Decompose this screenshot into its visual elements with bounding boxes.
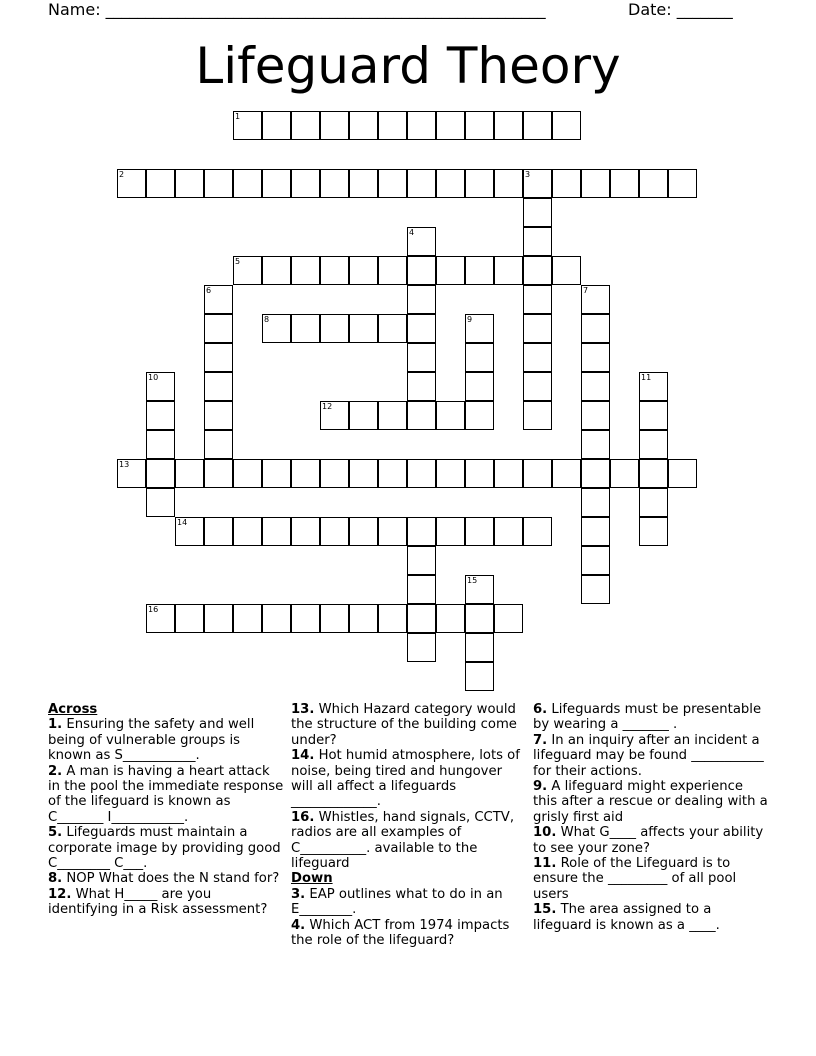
grid-cell[interactable] xyxy=(494,517,523,546)
grid-cell[interactable] xyxy=(204,401,233,430)
grid-cell[interactable] xyxy=(523,285,552,314)
clue-text: Which ACT from 1974 impacts the role of the lifeguard? xyxy=(291,917,510,949)
grid-cell[interactable] xyxy=(233,604,262,633)
grid-cell[interactable] xyxy=(146,372,175,401)
grid-cell[interactable] xyxy=(436,459,465,488)
clue-number-label: 16 xyxy=(148,605,159,614)
grid-cell[interactable] xyxy=(349,401,378,430)
grid-cell[interactable] xyxy=(175,604,204,633)
grid-cell[interactable] xyxy=(407,459,436,488)
clue-number-label: 13 xyxy=(119,460,130,469)
grid-cell[interactable] xyxy=(378,169,407,198)
clue-number: 8. xyxy=(48,871,63,887)
grid-cell[interactable] xyxy=(146,604,175,633)
clue-number: 3. xyxy=(291,886,306,902)
grid-cell[interactable] xyxy=(146,488,175,517)
grid-cell[interactable] xyxy=(465,662,494,691)
grid-cell[interactable] xyxy=(175,169,204,198)
clue-number-label: 7 xyxy=(583,286,589,295)
grid-cell[interactable] xyxy=(407,575,436,604)
grid-cell[interactable] xyxy=(552,256,581,285)
grid-cell[interactable] xyxy=(349,604,378,633)
grid-cell[interactable] xyxy=(552,111,581,140)
clue-number: 6. xyxy=(533,702,548,717)
grid-cell[interactable] xyxy=(465,604,494,633)
grid-cell[interactable] xyxy=(378,111,407,140)
grid-cell[interactable] xyxy=(581,343,610,372)
grid-cell[interactable] xyxy=(291,517,320,546)
grid-cell[interactable] xyxy=(262,459,291,488)
grid-cell[interactable] xyxy=(146,169,175,198)
grid-cell[interactable] xyxy=(436,111,465,140)
grid-cell[interactable] xyxy=(494,459,523,488)
clue-text: A man is having a heart attack in the pool the immediate response of the lifeguard is known as C_______ I___________. xyxy=(48,763,284,825)
grid-cell[interactable] xyxy=(117,169,146,198)
clue-number: 9. xyxy=(533,779,548,795)
clue-item xyxy=(533,902,769,933)
grid-cell[interactable] xyxy=(349,256,378,285)
clue-text: Hot humid atmosphere, lots of noise, being tired and hungover will all affect a lifeguards _____________. xyxy=(291,748,520,810)
grid-cell[interactable] xyxy=(175,459,204,488)
grid-cell[interactable] xyxy=(436,401,465,430)
clue-item xyxy=(48,887,284,918)
grid-cell[interactable] xyxy=(407,169,436,198)
clue-item xyxy=(291,810,527,872)
grid-cell[interactable] xyxy=(349,169,378,198)
grid-cell[interactable] xyxy=(233,517,262,546)
clue-item xyxy=(48,764,284,826)
grid-cell[interactable] xyxy=(204,343,233,372)
grid-cell[interactable] xyxy=(378,459,407,488)
grid-cell[interactable] xyxy=(407,343,436,372)
grid-cell[interactable] xyxy=(581,430,610,459)
grid-cell[interactable] xyxy=(175,517,204,546)
clue-number-label: 1 xyxy=(235,112,241,121)
grid-cell[interactable] xyxy=(291,256,320,285)
grid-cell[interactable] xyxy=(581,372,610,401)
grid-cell[interactable] xyxy=(465,633,494,662)
clue-number-label: 14 xyxy=(177,518,188,527)
grid-cell[interactable] xyxy=(523,256,552,285)
grid-cell[interactable] xyxy=(320,459,349,488)
grid-cell[interactable] xyxy=(407,227,436,256)
grid-cell[interactable] xyxy=(117,459,146,488)
clue-number: 12. xyxy=(48,886,72,902)
clue-item xyxy=(533,733,769,779)
grid-cell[interactable] xyxy=(262,517,291,546)
grid-cell[interactable] xyxy=(349,314,378,343)
clue-number: 2. xyxy=(48,763,63,779)
grid-cell[interactable] xyxy=(378,401,407,430)
clue-number-label: 10 xyxy=(148,373,159,382)
grid-cell[interactable] xyxy=(378,517,407,546)
grid-cell[interactable] xyxy=(146,430,175,459)
grid-cell[interactable] xyxy=(523,517,552,546)
grid-cell[interactable] xyxy=(494,169,523,198)
grid-cell[interactable] xyxy=(465,314,494,343)
grid-cell[interactable] xyxy=(320,111,349,140)
grid-cell[interactable] xyxy=(465,169,494,198)
grid-cell[interactable] xyxy=(436,169,465,198)
grid-cell[interactable] xyxy=(581,285,610,314)
clue-number: 7. xyxy=(533,732,548,748)
grid-cell[interactable] xyxy=(262,169,291,198)
clues-column-3 xyxy=(533,702,769,933)
grid-cell[interactable] xyxy=(581,517,610,546)
grid-cell[interactable] xyxy=(523,401,552,430)
grid-cell[interactable] xyxy=(349,459,378,488)
grid-cell[interactable] xyxy=(320,604,349,633)
clue-number-label: 11 xyxy=(641,373,652,382)
across-heading: Across xyxy=(48,702,98,717)
grid-cell[interactable] xyxy=(552,169,581,198)
grid-cell[interactable] xyxy=(407,517,436,546)
grid-cell[interactable] xyxy=(465,575,494,604)
clue-number-label: 3 xyxy=(525,170,531,179)
grid-cell[interactable] xyxy=(436,604,465,633)
grid-cell[interactable] xyxy=(349,111,378,140)
clue-number: 1. xyxy=(48,717,63,733)
grid-cell[interactable] xyxy=(233,256,262,285)
clues-column-1 xyxy=(48,702,284,918)
grid-cell[interactable] xyxy=(639,488,668,517)
grid-cell[interactable] xyxy=(581,546,610,575)
grid-cell[interactable] xyxy=(407,256,436,285)
clue-item xyxy=(291,918,527,949)
grid-cell[interactable] xyxy=(349,517,378,546)
grid-cell[interactable] xyxy=(552,459,581,488)
grid-cell[interactable] xyxy=(204,517,233,546)
grid-cell[interactable] xyxy=(465,459,494,488)
grid-cell[interactable] xyxy=(494,111,523,140)
clue-number: 5. xyxy=(48,825,63,841)
clue-number: 11. xyxy=(533,856,557,872)
clue-text: EAP outlines what to do in an E________. xyxy=(291,886,503,918)
clue-text: Lifeguards must be presentable by wearing a _______ . xyxy=(533,702,762,733)
grid-cell[interactable] xyxy=(639,169,668,198)
grid-cell[interactable] xyxy=(204,430,233,459)
clue-number: 10. xyxy=(533,825,557,841)
clue-item xyxy=(533,825,769,856)
date-field[interactable]: Date: _______ xyxy=(628,0,733,19)
down-clue-list xyxy=(291,887,527,949)
clue-text: Role of the Lifeguard is to ensure the _________ of all pool users xyxy=(533,856,737,902)
clue-text: Lifeguards must maintain a corporate image by providing good C________ C___. xyxy=(48,825,281,872)
grid-cell[interactable] xyxy=(523,343,552,372)
clue-text: Ensuring the safety and well being of vulnerable groups is known as S___________. xyxy=(48,717,255,764)
grid-cell[interactable] xyxy=(262,604,291,633)
across-clue-list-continued xyxy=(291,702,527,871)
grid-cell[interactable] xyxy=(465,256,494,285)
grid-cell[interactable] xyxy=(378,314,407,343)
grid-cell[interactable] xyxy=(436,256,465,285)
clue-text: NOP What does the N stand for? xyxy=(62,871,280,887)
clue-text: What G____ affects your ability to see your zone? xyxy=(533,825,764,856)
clue-text: Which Hazard category would the structure of the building come under? xyxy=(291,702,517,748)
grid-cell[interactable] xyxy=(523,169,552,198)
grid-cell[interactable] xyxy=(233,111,262,140)
clue-text: The area assigned to a lifeguard is known as a ____. xyxy=(533,902,720,933)
grid-cell[interactable] xyxy=(436,517,465,546)
clue-number-label: 2 xyxy=(119,170,125,179)
grid-cell[interactable] xyxy=(407,372,436,401)
grid-cell[interactable] xyxy=(581,314,610,343)
grid-cell[interactable] xyxy=(204,314,233,343)
grid-cell[interactable] xyxy=(204,372,233,401)
grid-cell[interactable] xyxy=(523,227,552,256)
grid-cell[interactable] xyxy=(320,169,349,198)
grid-cell[interactable] xyxy=(407,604,436,633)
grid-cell[interactable] xyxy=(146,401,175,430)
grid-cell[interactable] xyxy=(407,546,436,575)
clue-number: 14. xyxy=(291,748,315,764)
clue-item xyxy=(48,717,284,763)
grid-cell[interactable] xyxy=(407,314,436,343)
grid-cell[interactable] xyxy=(581,488,610,517)
grid-cell[interactable] xyxy=(262,314,291,343)
down-clue-list-continued xyxy=(533,702,769,933)
grid-cell[interactable] xyxy=(291,459,320,488)
grid-cell[interactable] xyxy=(204,285,233,314)
grid-cell[interactable] xyxy=(378,256,407,285)
grid-cell[interactable] xyxy=(668,459,697,488)
clue-item xyxy=(533,779,769,825)
grid-cell[interactable] xyxy=(465,372,494,401)
grid-cell[interactable] xyxy=(581,459,610,488)
grid-cell[interactable] xyxy=(233,459,262,488)
clue-number: 15. xyxy=(533,902,557,918)
grid-cell[interactable] xyxy=(581,401,610,430)
clue-number-label: 6 xyxy=(206,286,212,295)
grid-cell[interactable] xyxy=(320,314,349,343)
clue-item xyxy=(533,702,769,733)
clue-number: 16. xyxy=(291,809,315,825)
grid-cell[interactable] xyxy=(494,256,523,285)
clue-number-label: 15 xyxy=(467,576,478,585)
grid-cell[interactable] xyxy=(291,169,320,198)
grid-cell[interactable] xyxy=(639,401,668,430)
grid-cell[interactable] xyxy=(204,459,233,488)
clue-number-label: 9 xyxy=(467,315,473,324)
grid-cell[interactable] xyxy=(668,169,697,198)
clue-text: A lifeguard might experience this after a rescue or dealing with a grisly first aid xyxy=(533,779,768,825)
grid-cell[interactable] xyxy=(407,285,436,314)
grid-cell[interactable] xyxy=(262,256,291,285)
clue-number-label: 12 xyxy=(322,402,333,411)
grid-cell[interactable] xyxy=(407,401,436,430)
grid-cell[interactable] xyxy=(523,111,552,140)
clue-item xyxy=(291,702,527,748)
grid-cell[interactable] xyxy=(581,575,610,604)
clue-text: What H_____ are you identifying in a Risk assessment? xyxy=(48,886,268,918)
across-clue-list xyxy=(48,717,284,917)
clue-number: 4. xyxy=(291,917,306,933)
page-title: Lifeguard Theory xyxy=(195,37,621,95)
grid-cell[interactable] xyxy=(494,604,523,633)
grid-cell[interactable] xyxy=(610,169,639,198)
grid-cell[interactable] xyxy=(291,604,320,633)
clue-item xyxy=(48,825,284,871)
grid-cell[interactable] xyxy=(204,169,233,198)
clue-number: 13. xyxy=(291,702,315,717)
grid-cell[interactable] xyxy=(320,517,349,546)
grid-cell[interactable] xyxy=(233,169,262,198)
clue-number-label: 5 xyxy=(235,257,241,266)
grid-cell[interactable] xyxy=(378,604,407,633)
grid-cell[interactable] xyxy=(523,372,552,401)
clue-number-label: 4 xyxy=(409,228,415,237)
clue-text: Whistles, hand signals, CCTV, radios are all examples of C__________. available to the lifeguard xyxy=(291,809,515,872)
grid-cell[interactable] xyxy=(523,314,552,343)
grid-cell[interactable] xyxy=(639,459,668,488)
grid-cell[interactable] xyxy=(465,343,494,372)
grid-cell[interactable] xyxy=(639,430,668,459)
grid-cell[interactable] xyxy=(639,372,668,401)
grid-cell[interactable] xyxy=(639,517,668,546)
grid-cell[interactable] xyxy=(204,604,233,633)
grid-cell[interactable] xyxy=(320,256,349,285)
grid-cell[interactable] xyxy=(320,401,349,430)
clue-item xyxy=(291,748,527,810)
clue-item xyxy=(533,856,769,902)
down-heading: Down xyxy=(291,871,333,887)
clue-item xyxy=(48,871,284,886)
grid-cell[interactable] xyxy=(581,169,610,198)
clues-column-2 xyxy=(291,702,527,949)
grid-cell[interactable] xyxy=(465,517,494,546)
grid-cell[interactable] xyxy=(262,111,291,140)
grid-cell[interactable] xyxy=(291,314,320,343)
clue-item xyxy=(291,887,527,918)
grid-cell[interactable] xyxy=(465,401,494,430)
name-field[interactable]: Name: _______________________________________________________ xyxy=(48,0,546,19)
grid-cell[interactable] xyxy=(610,459,639,488)
grid-cell[interactable] xyxy=(523,459,552,488)
grid-cell[interactable] xyxy=(523,198,552,227)
grid-cell[interactable] xyxy=(291,111,320,140)
grid-cell[interactable] xyxy=(407,633,436,662)
clue-number-label: 8 xyxy=(264,315,270,324)
grid-cell[interactable] xyxy=(465,111,494,140)
clue-text: In an inquiry after an incident a lifeguard may be found ___________ for their actions. xyxy=(533,732,764,779)
grid-cell[interactable] xyxy=(146,459,175,488)
grid-cell[interactable] xyxy=(407,111,436,140)
